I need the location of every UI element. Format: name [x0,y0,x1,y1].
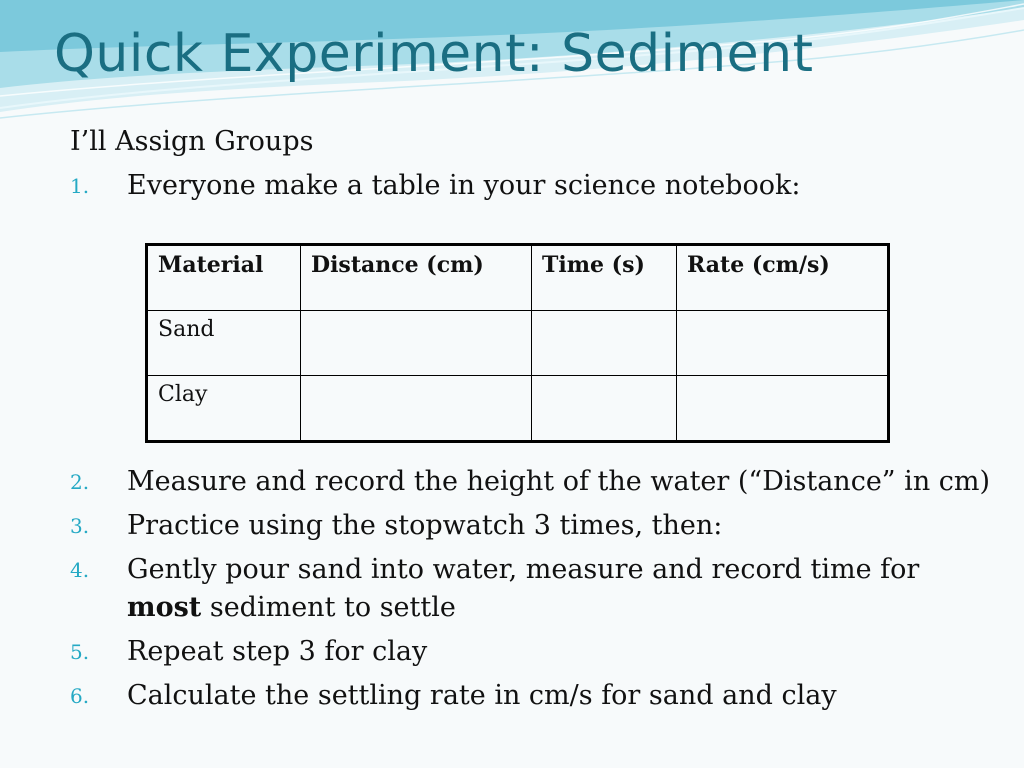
table-cell [677,311,889,376]
table-header-row [147,245,889,311]
data-table [145,243,890,443]
step-number: 4. [70,558,90,582]
step-number: 5. [70,640,90,664]
header-material: Material [147,245,301,311]
step-text: Everyone make a table in your science notebook: [127,170,801,201]
step-text-emphasis: most [127,592,202,623]
step-number: 1. [70,174,90,198]
intro-text: I’ll Assign Groups [70,126,314,157]
step-3 [70,507,1000,545]
table-cell [301,311,532,376]
step-text: Repeat step 3 for clay [127,636,428,667]
step-text: Calculate the settling rate in cm/s for sand and clay [127,680,837,711]
table-cell [301,376,532,442]
step-text-end: sediment to settle [209,592,456,623]
table-row [147,376,889,442]
step-number: 2. [70,470,90,494]
header-distance: Distance (cm) [301,245,532,311]
step-text: Measure and record the height of the water (“Distance” in cm) [127,466,991,497]
slide-title: Quick Experiment: Sediment [54,24,814,84]
step-1 [70,167,1000,205]
step-5 [70,633,1000,671]
header-rate: Rate (cm/s) [677,245,889,311]
step-number: 3. [70,514,90,538]
table-cell [677,376,889,442]
step-6 [70,677,1000,715]
slide-content [70,123,1000,721]
table-cell: Clay [147,376,301,442]
table-cell: Sand [147,311,301,376]
step-text [127,551,1000,627]
table-row [147,311,889,376]
header-time: Time (s) [532,245,677,311]
step-number: 6. [70,684,90,708]
step-4 [70,551,1000,627]
step-2 [70,463,1000,501]
table-cell [532,311,677,376]
step-text-start: Gently pour sand into water, measure and record time for [127,554,920,585]
step-text: Practice using the stopwatch 3 times, then: [127,510,723,541]
table-cell [532,376,677,442]
